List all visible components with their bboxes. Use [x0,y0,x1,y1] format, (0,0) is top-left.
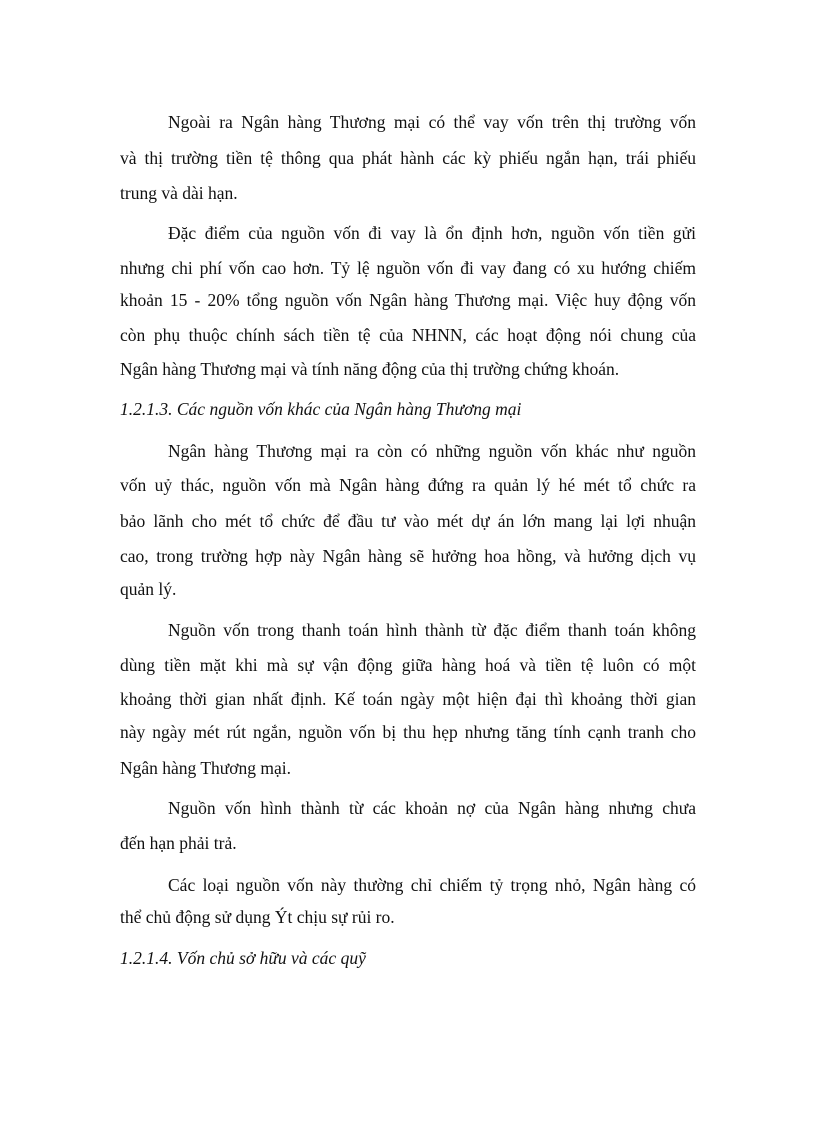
paragraph-line: bảo lãnh cho mét tổ chức để đầu tư vào mét dự án lớn mang lại lợi nhuận [120,511,696,531]
paragraph-line: trung và dài hạn. [120,183,238,203]
paragraph-line: Ngoài ra Ngân hàng Thương mại có thể vay vốn trên thị trường vốn [168,112,696,132]
paragraph-line: Nguồn vốn trong thanh toán hình thành từ đặc điểm thanh toán không [168,620,696,640]
paragraph-line: dùng tiền mặt khi mà sự vận động giữa hàng hoá và tiền tệ luôn có một [120,655,696,675]
section-heading: 1.2.1.4. Vốn chủ sở hữu và các quỹ [120,948,366,968]
paragraph-line: Đặc điểm của nguồn vốn đi vay là ổn định hơn, nguồn vốn tiền gửi [168,223,696,243]
paragraph-line: Các loại nguồn vốn này thường chỉ chiếm tỷ trọng nhỏ, Ngân hàng có [168,875,696,895]
paragraph-line: quản lý. [120,579,177,599]
paragraph-line: còn phụ thuộc chính sách tiền tệ của NHNN, các hoạt động nói chung của [120,325,696,345]
paragraph-line: khoảng thời gian nhất định. Kế toán ngày một hiện đại thì khoảng thời gian [120,689,696,709]
paragraph-line: và thị trường tiền tệ thông qua phát hành các kỳ phiếu ngắn hạn, trái phiếu [120,148,696,168]
paragraph-line: này ngày mét rút ngắn, nguồn vốn bị thu hẹp nhưng tăng tính cạnh tranh cho [120,722,696,742]
paragraph-line: cao, trong trường hợp này Ngân hàng sẽ hưởng hoa hồng, và hưởng dịch vụ [120,546,696,566]
paragraph-line: thể chủ động sử dụng Ýt chịu sự rủi ro. [120,907,395,927]
paragraph-line: Ngân hàng Thương mại. [120,758,292,778]
paragraph-line: vốn uỷ thác, nguồn vốn mà Ngân hàng đứng ra quản lý hé mét tổ chức ra [120,475,696,495]
paragraph-line: khoản 15 - 20% tổng nguồn vốn Ngân hàng Thương mại. Việc huy động vốn [120,290,696,310]
paragraph-line: Ngân hàng Thương mại và tính năng động của thị trường chứng khoán. [120,359,620,379]
paragraph-line: Ngân hàng Thương mại ra còn có những nguồn vốn khác như nguồn [168,441,696,461]
paragraph-line: Nguồn vốn hình thành từ các khoản nợ của Ngân hàng nhưng chưa [168,798,696,818]
paragraph-line: đến hạn phải trả. [120,833,237,853]
section-heading: 1.2.1.3. Các nguồn vốn khác của Ngân hàng Thương mại [120,399,522,419]
paragraph-line: nhưng chi phí vốn cao hơn. Tỷ lệ nguồn vốn đi vay đang có xu hướng chiếm [120,258,696,278]
